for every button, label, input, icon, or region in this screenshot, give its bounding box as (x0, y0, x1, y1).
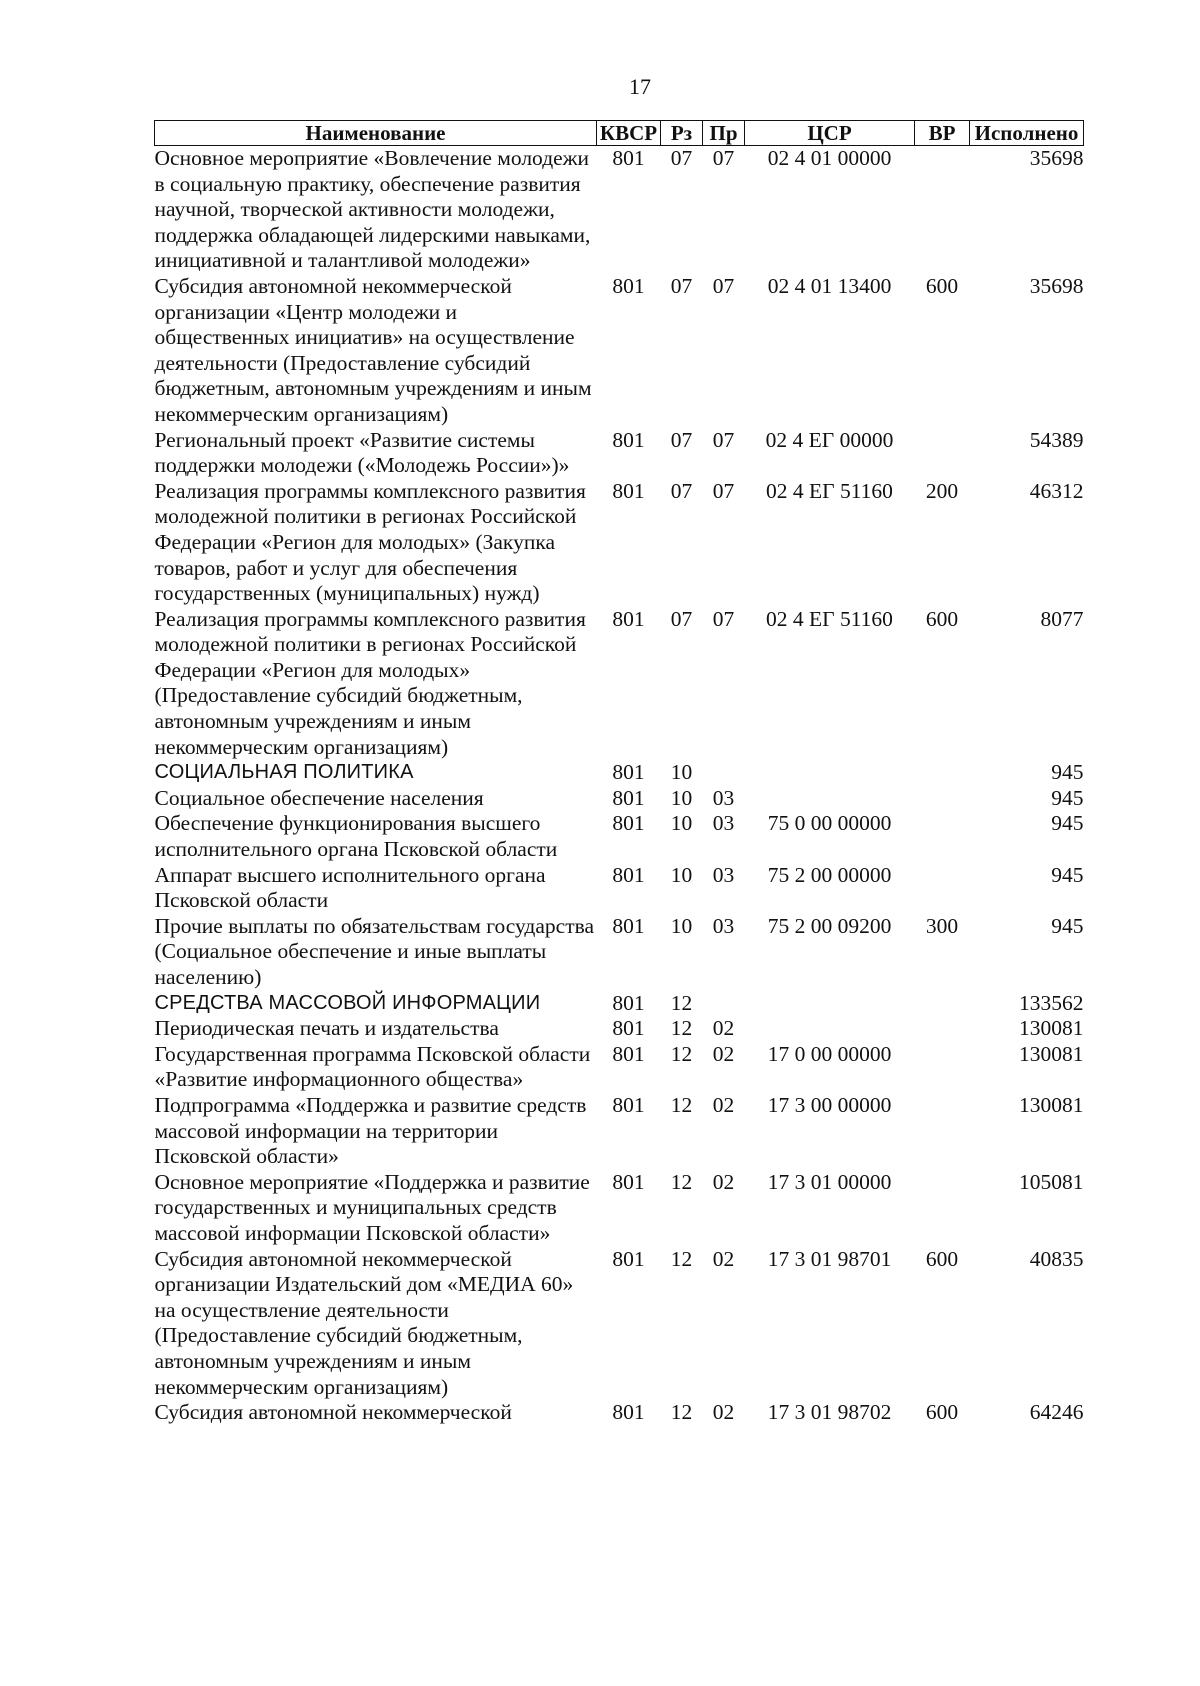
row-isp: 130081 (1019, 1016, 1084, 1041)
row-pr: 02 (712, 1246, 735, 1271)
row-vr: 600 (925, 1400, 959, 1425)
row-name: Государственная программа Псковской области «Развитие информационного общества» (154, 1041, 591, 1092)
row-isp: 54389 (1029, 427, 1084, 452)
row-vr (915, 786, 970, 812)
row-rz: 12 (670, 1092, 693, 1117)
row-pr (703, 991, 745, 1017)
row-vr: 300 (925, 913, 959, 938)
table-row (155, 1400, 1084, 1426)
row-isp: 46312 (1029, 478, 1084, 503)
row-kvsr: 801 (612, 1169, 645, 1194)
page-number: 17 (629, 74, 651, 99)
row-isp: 130081 (1019, 1092, 1084, 1117)
row-vr: 600 (925, 606, 959, 631)
row-pr: 02 (712, 1016, 735, 1041)
row-csr: 02 4 ЕГ 51160 (766, 606, 893, 631)
row-kvsr: 801 (612, 1092, 645, 1117)
row-csr (745, 991, 915, 1017)
row-csr: 02 4 01 13400 (767, 273, 892, 298)
budget-table (154, 120, 1084, 1426)
row-csr: 17 0 00 00000 (767, 1041, 892, 1066)
column-header-rz: Рз (661, 121, 703, 146)
row-pr: 07 (712, 427, 735, 452)
row-name: Субсидия автономной некоммерческой организации «Центр молодежи и общественных инициатив» на осуществление деятельности (Предоставление субсидий бюджетным, автономным учреждениям и иным некоммерческим организациям) (154, 273, 592, 426)
row-pr: 07 (712, 606, 735, 631)
table-row (155, 1042, 1084, 1093)
column-header-pr: Пр (703, 121, 745, 146)
row-name: СОЦИАЛЬНАЯ ПОЛИТИКА (154, 761, 414, 784)
row-kvsr: 801 (612, 1400, 645, 1425)
row-name: Обеспечение функционирования высшего исполнительного органа Псковской области (154, 811, 558, 862)
row-vr (915, 991, 970, 1017)
row-kvsr: 801 (612, 427, 645, 452)
row-pr: 03 (712, 913, 735, 938)
row-kvsr: 801 (612, 760, 645, 785)
row-rz: 10 (670, 811, 693, 836)
row-isp: 35698 (1029, 273, 1084, 298)
row-vr: 600 (925, 273, 959, 298)
row-rz: 12 (670, 990, 693, 1015)
row-kvsr: 801 (612, 1246, 645, 1271)
row-isp: 105081 (1019, 1169, 1084, 1194)
row-vr (915, 146, 970, 274)
row-pr: 07 (712, 146, 735, 170)
table-header-row (155, 121, 1084, 146)
row-kvsr: 801 (612, 913, 645, 938)
row-rz: 12 (670, 1169, 693, 1194)
row-kvsr: 801 (612, 785, 645, 810)
row-vr (915, 760, 970, 786)
table-row (155, 274, 1084, 428)
row-pr: 02 (712, 1092, 735, 1117)
row-name: Субсидия автономной некоммерческой организации Издательский дом «МЕДИА 60» на осуществление деятельности (Предоставление субсидий бюджетным, автономным учреждениям и иным некоммерческим организациям) (154, 1246, 574, 1399)
row-isp: 133562 (1019, 990, 1084, 1015)
row-kvsr: 801 (612, 273, 645, 298)
row-pr: 07 (712, 273, 735, 298)
table-row (155, 1093, 1084, 1170)
row-name: Основное мероприятие «Вовлечение молодежи в социальную практику, обеспечение развития научной, творческой активности молодежи, поддержка обладающей лидерскими навыками, инициативной и талантливой молодежи» (154, 146, 591, 273)
table-row (155, 786, 1084, 812)
row-isp: 945 (1051, 862, 1084, 887)
table-row (155, 428, 1084, 479)
row-csr: 02 4 ЕГ 51160 (766, 478, 893, 503)
row-csr (745, 786, 915, 812)
row-csr (745, 1016, 915, 1042)
row-csr: 17 3 00 00000 (767, 1092, 892, 1117)
row-name: Региональный проект «Развитие системы поддержки молодежи («Молодежь России»)» (154, 427, 570, 478)
row-rz: 12 (670, 1400, 693, 1425)
row-pr: 02 (712, 1400, 735, 1425)
row-csr: 17 3 01 00000 (767, 1169, 892, 1194)
table-row (155, 607, 1084, 761)
row-name: Социальное обеспечение населения (154, 785, 484, 810)
column-header-vr: ВР (915, 121, 970, 146)
row-rz: 10 (670, 913, 693, 938)
row-pr: 07 (712, 478, 735, 503)
row-name: Субсидия автономной некоммерческой (154, 1400, 512, 1425)
column-header-name: Наименование (155, 121, 597, 146)
row-csr: 17 3 01 98702 (767, 1400, 892, 1425)
row-kvsr: 801 (612, 862, 645, 887)
row-vr (915, 428, 970, 479)
row-rz: 07 (670, 478, 693, 503)
row-rz: 07 (670, 146, 693, 170)
table-row (155, 991, 1084, 1017)
row-rz: 10 (670, 862, 693, 887)
row-name: СРЕДСТВА МАССОВОЙ ИНФОРМАЦИИ (154, 991, 541, 1014)
table-row (155, 479, 1084, 607)
row-pr: 03 (712, 862, 735, 887)
row-isp: 64246 (1029, 1400, 1084, 1425)
row-name: Подпрограмма «Поддержка и развитие средств массовой информации на территории Псковской области» (154, 1092, 587, 1169)
row-kvsr: 801 (612, 146, 645, 170)
row-vr (915, 1042, 970, 1093)
table-row (155, 914, 1084, 991)
row-pr: 03 (712, 811, 735, 836)
row-rz: 07 (670, 273, 693, 298)
row-pr (703, 760, 745, 786)
row-kvsr: 801 (612, 1016, 645, 1041)
row-rz: 12 (670, 1016, 693, 1041)
row-name: Аппарат высшего исполнительного органа Псковской области (154, 862, 546, 913)
row-csr: 02 4 01 00000 (767, 146, 892, 170)
table-row (155, 863, 1084, 914)
table-row (155, 1247, 1084, 1401)
row-name: Реализация программы комплексного развития молодежной политики в регионах Российской Федерации «Регион для молодых» (Предоставление субсидий бюджетным, автономным учреждениям и иным некоммерческим организациям) (154, 606, 586, 759)
row-vr (915, 811, 970, 862)
row-name: Реализация программы комплексного развития молодежной политики в регионах Российской Федерации «Регион для молодых» (Закупка товаров, работ и услуг для обеспечения государственных (муниципальных) нужд) (154, 478, 586, 606)
column-header-isp: Исполнено (970, 121, 1084, 146)
row-csr (745, 760, 915, 786)
table-row (155, 760, 1084, 786)
table-body (155, 146, 1084, 1426)
table-row (155, 811, 1084, 862)
row-csr: 02 4 ЕГ 00000 (765, 427, 894, 452)
row-pr: 02 (712, 1041, 735, 1066)
row-vr (915, 1016, 970, 1042)
table-row (155, 1016, 1084, 1042)
row-csr: 17 3 01 98701 (767, 1246, 892, 1271)
row-pr: 03 (712, 785, 735, 810)
row-isp: 945 (1051, 785, 1084, 810)
row-rz: 07 (670, 606, 693, 631)
row-name: Прочие выплаты по обязательствам государства (Социальное обеспечение и иные выплаты населению) (154, 913, 595, 989)
table-row (155, 146, 1084, 274)
row-rz: 07 (670, 427, 693, 452)
row-vr (915, 1093, 970, 1170)
row-isp: 40835 (1029, 1246, 1084, 1271)
row-kvsr: 801 (612, 478, 645, 503)
row-isp: 130081 (1019, 1041, 1084, 1066)
row-rz: 10 (670, 760, 693, 785)
row-pr: 02 (712, 1169, 735, 1194)
row-vr (915, 863, 970, 914)
row-isp: 945 (1051, 811, 1084, 836)
row-isp: 35698 (1029, 146, 1084, 170)
row-name: Основное мероприятие «Поддержка и развитие государственных и муниципальных средств массовой информации Псковской области» (154, 1169, 590, 1245)
column-header-kvsr: КВСР (597, 121, 661, 146)
column-header-csr: ЦСР (745, 121, 915, 146)
row-vr: 600 (925, 1246, 959, 1271)
row-csr: 75 2 00 09200 (767, 913, 892, 938)
row-isp: 945 (1051, 760, 1084, 785)
row-name: Периодическая печать и издательства (154, 1016, 499, 1041)
row-isp: 8077 (1040, 606, 1084, 631)
row-csr: 75 0 00 00000 (767, 811, 892, 836)
row-vr (915, 1170, 970, 1247)
row-isp: 945 (1051, 913, 1084, 938)
row-rz: 12 (670, 1246, 693, 1271)
row-kvsr: 801 (612, 1041, 645, 1066)
row-kvsr: 801 (612, 990, 645, 1015)
row-rz: 10 (670, 785, 693, 810)
row-rz: 12 (670, 1041, 693, 1066)
row-vr: 200 (925, 478, 959, 503)
row-kvsr: 801 (612, 811, 645, 836)
row-csr: 75 2 00 00000 (767, 862, 892, 887)
row-kvsr: 801 (612, 606, 645, 631)
table-row (155, 1170, 1084, 1247)
